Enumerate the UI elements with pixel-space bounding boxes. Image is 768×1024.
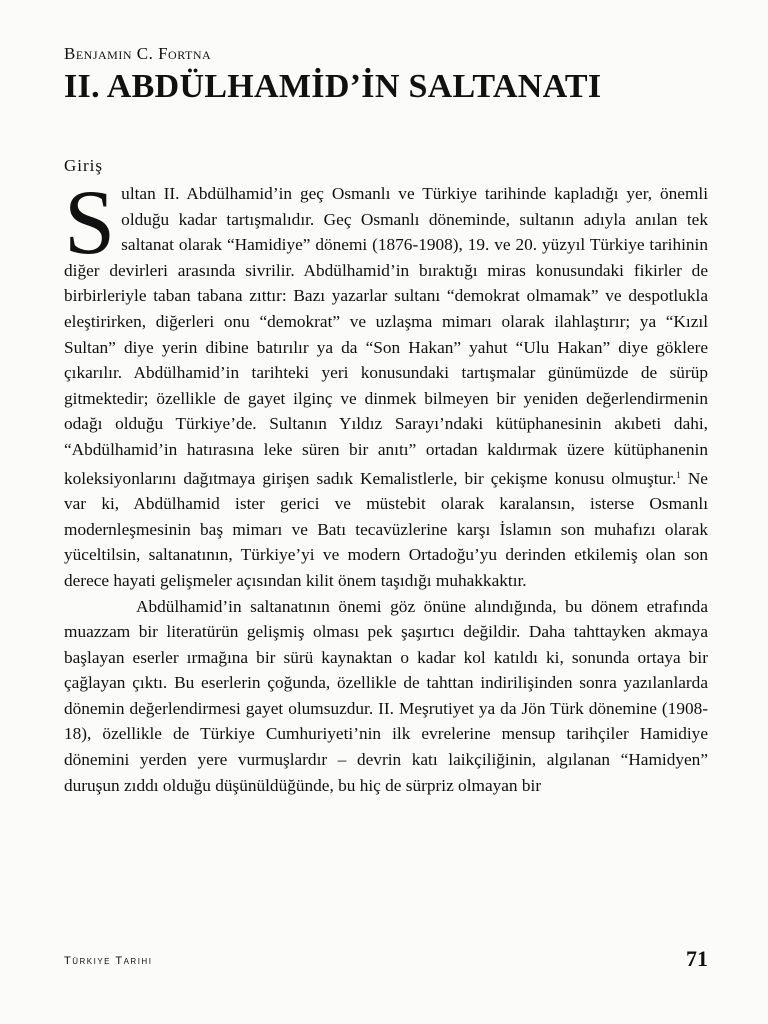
paragraph-1: [64, 171, 708, 594]
running-footer: Türkiye Tarihi: [64, 955, 153, 967]
paragraph-2: Abdülhamid’in saltanatının önemi göz önüne alındığında, bu dönem etrafında muazzam bir literatürün gelişmiş olması pek şaşırtıcı değildir. Daha tahttayken akmaya başlayan eserler ırmağına bir sürü kaynaktan o kadar kol katıldı ki, sonunda ortaya bir çağlayan çıktı. Bu eserlerin çoğunda, özellikle de tahttan indirilişinden sonra yazılanlarda dönemin değerlendirmesi gayet olumsuzdur. II. Meşrutiyet ya da Jön Türk dönemine (1908-18), özellikle de Türkiye Cumhuriyeti’nin ilk evrelerine mensup tarihçiler Hamidiye dönemini yerden yere vurmuşlardır – devrin katı laikçiliğinin, algılanan “Hamidyen” duruşun zıddı olduğu düşünüldüğünde, bu hiç de sürpriz olmayan bir: [64, 596, 708, 795]
drop-cap: S: [64, 171, 116, 273]
footnote-marker[interactable]: 1: [676, 469, 681, 480]
chapter-title: II. ABDÜLHAMİD’İN SALTANATI: [64, 68, 602, 105]
paragraph-1-text-b: Ne var ki, Abdülhamid ister gerici ve müstebit olarak karalansın, isterse Osmanlı modernleşmesinin baş mimarı ve Batı tecavüzlerine karşı İslamın son muhafızı olarak yüceltilsin, saltanatının, Türkiye’yi ve modern Ortadoğu’yu derinden etkilemiş olan son derece hayati gelişmeler açısından kilit önem taşıdığı muhakkaktır.: [64, 468, 708, 590]
paragraph-1-text-a: ultan II. Abdülhamid’in geç Osmanlı ve Türkiye tarihinde kapladığı yer, önemli olduğu kadar tartışmalıdır. Geç Osmanlı döneminde, sultanın adıyla anılan tek saltanat olarak “Hamidiye” dönemi (1876-1908), 19. ve 20. yüzyıl Türkiye tarihinin diğer devirleri arasında sivrilir. Abdülhamid’in bıraktığı miras konusundaki fikirler de birbirleriyle taban tabana zıttır: Bazı yazarlar sultanı “demokrat olmamak” ve despotlukla eleştirirken, diğerleri onu “demokrat” ve uzlaşma mimarı olarak ilahlaştırır; ya “Kızıl Sultan” diye yerin dibine batırılır ya da “Son Hakan” yahut “Ulu Hakan” diye göklere çıkarılır. Abdülhamid’in tarihteki yeri konusundaki tartışmalar günümüzde de sürüp gitmektedir; özellikle de gayet ilginç ve dinmek bilmeyen bir yeniden değerlendirmenin odağı olduğu Türkiye’de. Sultanın Yıldız Sarayı’ndaki kütüphanesinin akıbeti dahi, “Abdülhamid’in hatırasına leke süren bir anıtı” ortadan kaldırmak üzere kütüphanenin koleksiyonlarını dağıtmaya girişen sadık Kemalistlerle, bir çekişme konusu olmuştur.: [64, 184, 708, 488]
author-name: Benjamin C. Fortna: [64, 44, 212, 63]
page: [64, 0, 708, 1024]
body-text: [64, 171, 708, 798]
page-number: 71: [686, 946, 708, 971]
section-heading: Giriş: [64, 156, 103, 175]
